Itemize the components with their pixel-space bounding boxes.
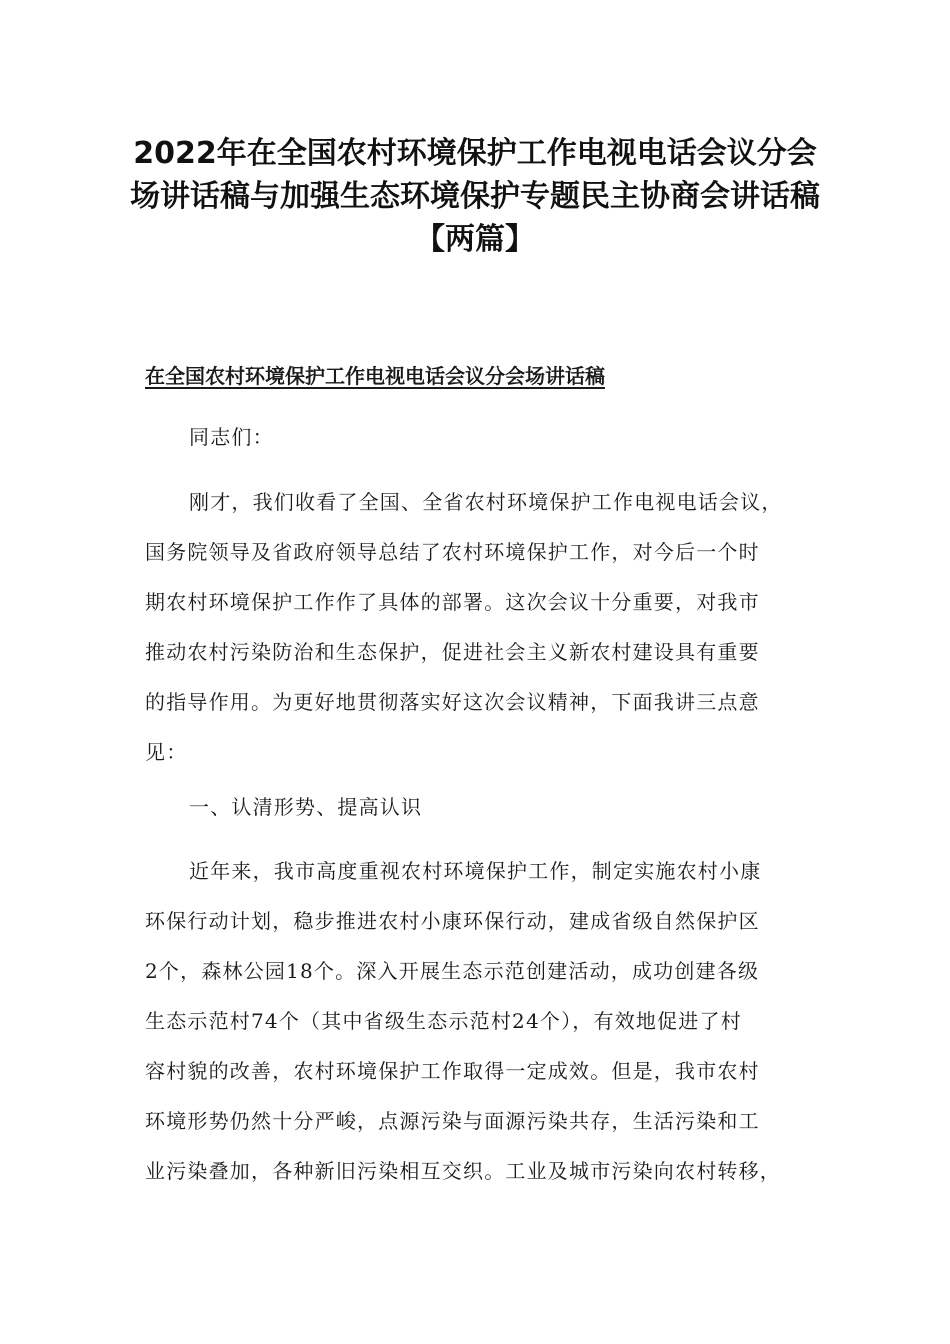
section-subtitle: 在全国农村环境保护工作电视电话会议分会场讲话稿 — [145, 364, 605, 388]
paragraph-line: 推动农村污染防治和生态保护，促进社会主义新农村建设具有重要 — [145, 640, 760, 664]
title-line-1: 2022年在全国农村环境保护工作电视电话会议分会 — [133, 136, 817, 171]
salutation — [145, 412, 869, 462]
heading-1-text: 一、认清形势、提高认识 — [189, 795, 423, 819]
document-title — [120, 132, 830, 261]
paragraph-line: 容村貌的改善，农村环境保护工作取得一定成效。但是，我市农村 — [145, 1059, 760, 1083]
paragraph-line: 的指导作用。为更好地贯彻落实好这次会议精神，下面我讲三点意 — [145, 690, 760, 714]
paragraph-1 — [145, 477, 825, 777]
paragraph-line: 环境形势仍然十分严峻，点源污染与面源污染共存，生活污染和工 — [145, 1109, 760, 1133]
paragraph-line: 近年来，我市高度重视农村环境保护工作，制定实施农村小康 — [189, 859, 762, 883]
paragraph-2 — [145, 846, 825, 1196]
paragraph-line: 业污染叠加，各种新旧污染相互交织。工业及城市污染向农村转移， — [145, 1159, 781, 1183]
heading-1 — [145, 782, 869, 832]
paragraph-line: 生态示范村74个（其中省级生态示范村24个），有效地促进了村 — [145, 1009, 742, 1033]
paragraph-line: 见： — [145, 740, 188, 764]
paragraph-line: 国务院领导及省政府领导总结了农村环境保护工作，对今后一个时 — [145, 540, 760, 564]
title-line-3: 【两篇】 — [415, 222, 535, 257]
paragraph-line: 期农村环境保护工作作了具体的部署。这次会议十分重要，对我市 — [145, 590, 760, 614]
title-line-2: 场讲话稿与加强生态环境保护专题民主协商会讲话稿 — [130, 179, 820, 214]
paragraph-line: 刚才，我们收看了全国、全省农村环境保护工作电视电话会议， — [189, 490, 783, 514]
paragraph-line: 环保行动计划，稳步推进农村小康环保行动，建成省级自然保护区 — [145, 909, 760, 933]
salutation-text: 同志们： — [189, 425, 274, 449]
paragraph-line: 2个，森林公园18个。深入开展生态示范创建活动，成功创建各级 — [145, 959, 760, 983]
